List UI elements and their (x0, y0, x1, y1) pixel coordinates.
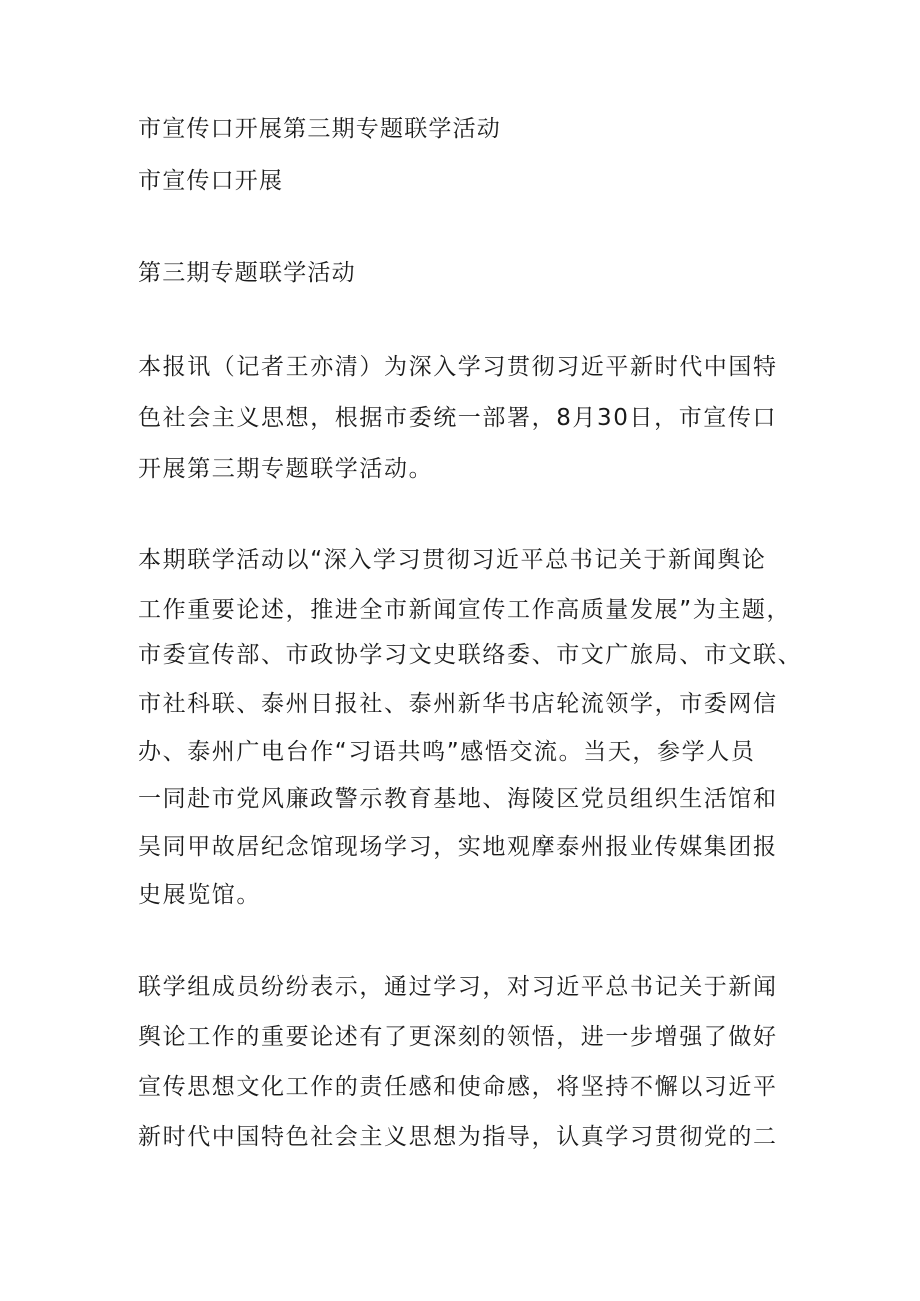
paragraph-line: 办、泰州广电台作“习语共鸣”感悟交流。当天，参学人员 (138, 739, 756, 765)
paragraph-line: 开展第三期专题联学活动。 (138, 456, 434, 482)
paragraph-line: 联学组成员纷纷表示，通过学习，对习近平总书记关于新闻 (138, 974, 778, 1000)
paragraph-line: 新时代中国特色社会主义思想为指导，认真学习贯彻党的二 (138, 1124, 778, 1150)
document-subtitle-line1: 市宣传口开展 (138, 168, 284, 194)
paragraph-line: 色社会主义思想，根据市委统一部署，8月30日，市宣传口 (138, 405, 778, 431)
paragraph-line: 宣传思想文化工作的责任感和使命感，将坚持不懈以习近平 (138, 1074, 778, 1100)
paragraph-line: 吴同甲故居纪念馆现场学习，实地观摩泰州报业传媒集团报 (138, 834, 778, 860)
document-subtitle-line2: 第三期专题联学活动 (138, 260, 356, 286)
paragraph-line: 本期联学活动以“深入学习贯彻习近平总书记关于新闻舆论 (138, 547, 767, 573)
paragraph-line: 工作重要论述，推进全市新闻宣传工作高质量发展”为主题， (138, 597, 792, 623)
document-title: 市宣传口开展第三期专题联学活动 (138, 116, 501, 142)
paragraph-line: 一同赴市党风廉政警示教育基地、海陵区党员组织生活馆和 (138, 786, 778, 812)
paragraph-line: 市社科联、泰州日报社、泰州新华书店轮流领学，市委网信 (138, 691, 778, 717)
paragraph-line: 史展览馆。 (138, 882, 261, 908)
paragraph-line: 本报讯（记者王亦清）为深入学习贯彻习近平新时代中国特 (138, 354, 778, 380)
paragraph-line: 市委宣传部、市政协学习文史联络委、市文广旅局、市文联、 (138, 642, 803, 668)
paragraph-line: 舆论工作的重要论述有了更深刻的领悟，进一步增强了做好 (138, 1024, 778, 1050)
